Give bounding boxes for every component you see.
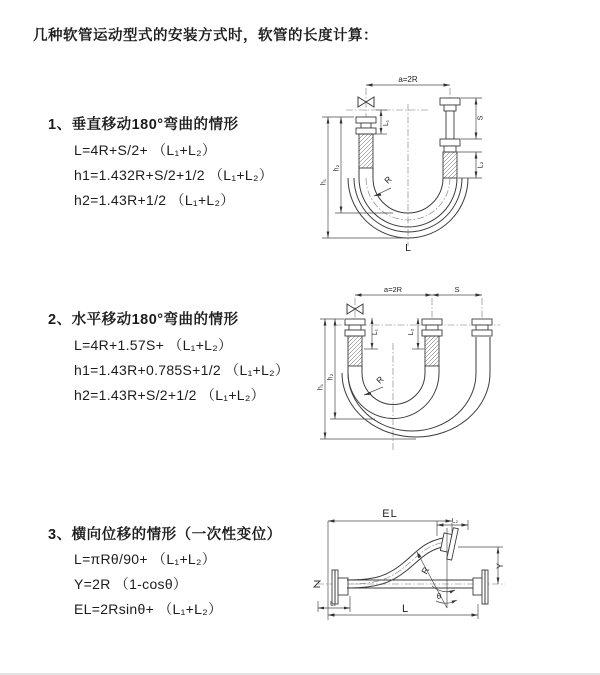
section-1-formula-1: L=4R+S/2+ （L₁+L₂） bbox=[74, 142, 217, 158]
braided-hose-segment bbox=[348, 336, 362, 366]
left-pipe-assembly bbox=[345, 319, 365, 366]
section-2-heading: 2、水平移动180°弯曲的情形 bbox=[48, 312, 239, 328]
section-2-formula-1: L=4R+1.57S+ （L₁+L₂） bbox=[74, 337, 233, 353]
dim-label-a2r: a=2R bbox=[383, 285, 403, 294]
displaced-flange bbox=[439, 526, 458, 560]
section-1-heading: 1、垂直移动180°弯曲的情形 bbox=[48, 117, 239, 133]
middle-pipe-assembly bbox=[422, 319, 442, 366]
section-1-formula-3: h2=1.43R+1/2 （L₁+L₂） bbox=[74, 192, 235, 208]
left-pipe-assembly bbox=[356, 117, 376, 168]
section-3-heading: 3、横向位移的情形（一次性变位） bbox=[48, 527, 282, 543]
right-pipe-assembly bbox=[440, 98, 460, 178]
displaced-pipe-assembly bbox=[472, 319, 492, 336]
braided-hose-segment bbox=[443, 152, 457, 178]
dim-label-y: Y bbox=[495, 562, 505, 570]
section-1-formula-2: h1=1.432R+S/2+1/2 （L₁+L₂） bbox=[74, 167, 274, 183]
dim-label-l1: L₁ bbox=[372, 328, 379, 336]
dim-label-h2: h₂ bbox=[333, 164, 341, 172]
section-2-formula-2: h1=1.43R+0.785S+1/2 （L₁+L₂） bbox=[74, 362, 290, 378]
dim-label-s: S bbox=[475, 115, 485, 121]
dim-label-l1: L₁ bbox=[330, 600, 336, 608]
dimension-lines bbox=[318, 519, 503, 620]
dim-label-length: L bbox=[405, 242, 411, 254]
dim-label-l2: L₂ bbox=[477, 161, 485, 169]
diagram-vertical-180-bend bbox=[298, 72, 553, 264]
dim-label-l2: L₂ bbox=[408, 328, 415, 336]
dimension-lines bbox=[322, 83, 482, 238]
page-title: 几种软管运动型式的安装方式时，软管的长度计算： bbox=[33, 28, 378, 44]
hose-u-curves bbox=[342, 337, 490, 437]
section-3-formula-3: EL=2Rsinθ+ （L₁+L₂） bbox=[74, 601, 223, 617]
dim-label-h1: h₁ bbox=[317, 383, 325, 391]
braided-hose-segment bbox=[359, 134, 373, 168]
dim-label-l1: L₁ bbox=[383, 119, 390, 127]
section-2-formula-3: h2=1.43R+S/2+1/2 （L₁+L₂） bbox=[74, 387, 265, 403]
hose-u-curves bbox=[348, 168, 468, 238]
diagram-lateral-displacement bbox=[305, 500, 600, 662]
left-flange-assembly bbox=[332, 570, 348, 604]
dim-label-s: S bbox=[454, 285, 460, 294]
dim-label-el: EL bbox=[382, 508, 398, 520]
dim-label-h2: h₂ bbox=[327, 373, 335, 381]
section-3-formula-2: Y=2R （1-cosθ） bbox=[74, 576, 188, 592]
dim-label-length: L bbox=[401, 603, 409, 615]
section-3-formula-1: L=πRθ/90+ （L₁+L₂） bbox=[74, 551, 217, 567]
dim-label-a2r: a=2R bbox=[398, 75, 418, 84]
dimension-lines bbox=[317, 293, 482, 439]
dim-label-theta: θ bbox=[436, 592, 442, 601]
displaced-hose-s-curve bbox=[347, 526, 458, 588]
dim-label-r: R bbox=[374, 374, 386, 386]
diagram-horizontal-180-bend bbox=[300, 283, 600, 478]
braided-hose-segment bbox=[425, 336, 439, 366]
dim-label-h1: h₁ bbox=[320, 178, 328, 186]
dim-label-r: R bbox=[382, 174, 394, 186]
dim-label-r: R bbox=[419, 565, 432, 576]
dim-label-l2: L₂ bbox=[451, 517, 459, 525]
